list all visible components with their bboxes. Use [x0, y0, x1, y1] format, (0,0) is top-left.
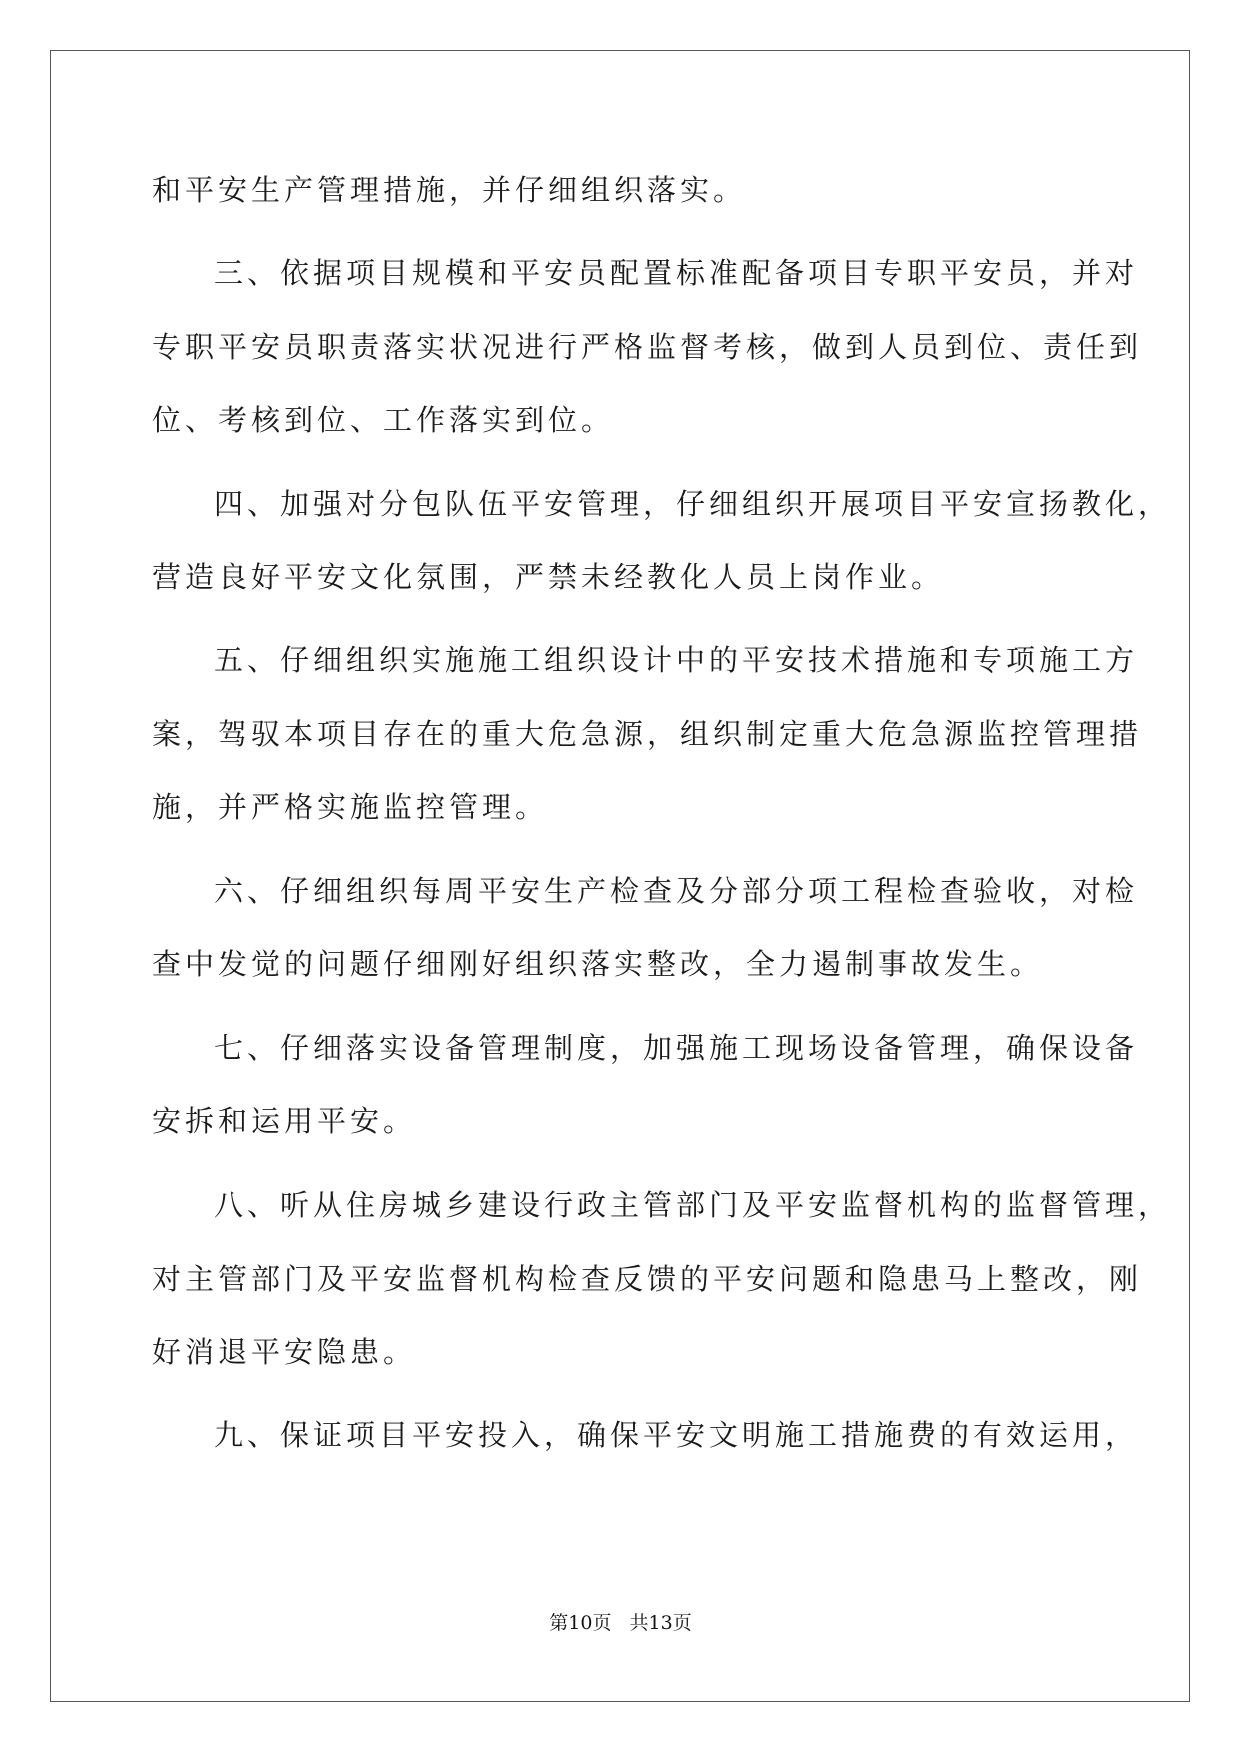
- paragraph-line: 六、仔细组织每周平安生产检查及分部分项工程检查验收，对检: [214, 874, 1139, 908]
- paragraph-line: 查中发觉的问题仔细刚好组织落实整改，全力遏制事故发生。: [152, 947, 1044, 981]
- paragraph-line: 八、听从住房城乡建设行政主管部门及平安监督机构的监督管理，: [214, 1188, 1172, 1222]
- paragraph-line: 七、仔细落实设备管理制度，加强施工现场设备管理，确保设备: [214, 1031, 1139, 1065]
- paragraph-line: 专职平安员职责落实状况进行严格监督考核，做到人员到位、责任到: [152, 330, 1143, 364]
- paragraph-line: 九、保证项目平安投入，确保平安文明施工措施费的有效运用，: [214, 1418, 1139, 1452]
- paragraph-line: 三、依据项目规模和平安员配置标准配备项目专职平安员，并对: [214, 256, 1139, 290]
- paragraph-line: 好消退平安隐患。: [152, 1335, 417, 1369]
- page-total: 共13页: [629, 1612, 692, 1634]
- paragraph-line: 案，驾驭本项目存在的重大危急源，组织制定重大危急源监控管理措: [152, 717, 1143, 751]
- paragraph-line: 五、仔细组织实施施工组织设计中的平安技术措施和专项施工方: [214, 643, 1139, 677]
- paragraph-line: 位、考核到位、工作落实到位。: [152, 403, 615, 437]
- page-number: 第10页: [549, 1612, 612, 1634]
- paragraph-line: 营造良好平安文化氛围，严禁未经教化人员上岗作业。: [152, 560, 945, 594]
- paragraph-line: 施，并严格实施监控管理。: [152, 790, 549, 824]
- paragraph-line: 对主管部门及平安监督机构检查反馈的平安问题和隐患马上整改，刚: [152, 1262, 1143, 1296]
- paragraph-line: 四、加强对分包队伍平安管理，仔细组织开展项目平安宣扬教化，: [214, 487, 1172, 521]
- paragraph-line: 和平安生产管理措施，并仔细组织落实。: [152, 173, 747, 207]
- paragraph-line: 安拆和运用平安。: [152, 1104, 417, 1138]
- page-footer: [0, 1608, 1241, 1635]
